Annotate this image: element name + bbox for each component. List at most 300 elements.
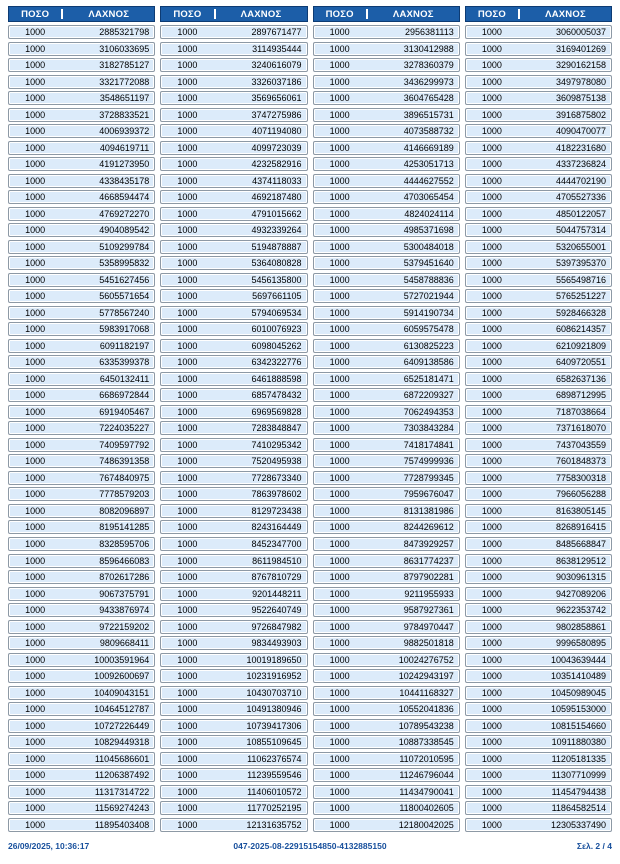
lachnos-cell: 8328595706	[99, 538, 150, 549]
amount-cell: 1000	[25, 76, 46, 87]
table-row	[465, 157, 612, 171]
lachnos-cell: 10464512787	[94, 704, 150, 715]
table-row	[8, 702, 155, 716]
amount-cell: 1000	[177, 109, 198, 120]
table-row	[8, 25, 155, 39]
amount-cell: 1000	[177, 93, 198, 104]
lottery-table	[8, 6, 612, 834]
table-row	[313, 42, 460, 56]
lachnos-cell: 6919405467	[99, 406, 150, 417]
amount-cell: 1000	[481, 720, 502, 731]
lachnos-cell: 3569656061	[251, 93, 302, 104]
amount-cell: 1000	[481, 803, 502, 814]
lachnos-cell: 3278360379	[403, 60, 454, 71]
lachnos-cell: 3747275986	[251, 109, 302, 120]
table-row	[313, 620, 460, 634]
amount-cell: 1000	[329, 76, 350, 87]
table-row	[313, 702, 460, 716]
table-row	[465, 570, 612, 584]
table-row	[313, 141, 460, 155]
amount-cell: 1000	[329, 109, 350, 120]
amount-cell: 1000	[329, 390, 350, 401]
table-row	[465, 653, 612, 667]
lachnos-cell: 9622353742	[555, 605, 606, 616]
table-row	[8, 108, 155, 122]
table-row	[8, 91, 155, 105]
table-row	[8, 289, 155, 303]
lachnos-cell: 6091182197	[99, 340, 150, 351]
lachnos-cell: 4073588732	[403, 126, 454, 137]
lachnos-cell: 7966056288	[555, 489, 606, 500]
lachnos-cell: 5397395370	[555, 258, 606, 269]
amount-cell: 1000	[177, 406, 198, 417]
amount-cell: 1000	[481, 192, 502, 203]
number-header-label: ΛΑΧΝΟΣ	[88, 8, 130, 20]
table-row	[313, 818, 460, 832]
lachnos-cell: 5727021944	[403, 291, 454, 302]
table-row	[313, 520, 460, 534]
table-row	[8, 686, 155, 700]
table-row	[313, 801, 460, 815]
table-row	[465, 785, 612, 799]
table-row	[465, 339, 612, 353]
table-row	[465, 752, 612, 766]
table-row	[8, 190, 155, 204]
amount-cell: 1000	[177, 572, 198, 583]
table-row	[8, 636, 155, 650]
lachnos-cell: 4374118033	[252, 175, 302, 186]
amount-cell: 1000	[177, 27, 198, 37]
amount-cell: 1000	[177, 456, 198, 467]
amount-cell: 1000	[177, 538, 198, 549]
table-row	[465, 487, 612, 501]
amount-cell: 1000	[329, 307, 350, 318]
table-row	[160, 653, 307, 667]
lachnos-cell: 9587927361	[403, 605, 454, 616]
table-row	[8, 454, 155, 468]
lachnos-cell: 4769272270	[99, 208, 150, 219]
amount-cell: 1000	[177, 605, 198, 616]
amount-cell: 1000	[329, 489, 350, 500]
amount-cell: 1000	[25, 274, 46, 285]
amount-cell: 1000	[177, 373, 198, 384]
table-row	[160, 108, 307, 122]
table-row	[160, 256, 307, 270]
amount-cell: 1000	[481, 109, 502, 120]
table-row	[313, 289, 460, 303]
table-row	[160, 454, 307, 468]
lachnos-cell: 10595153000	[550, 704, 606, 715]
amount-cell: 1000	[329, 241, 350, 252]
table-row	[160, 785, 307, 799]
lachnos-cell: 10024276752	[398, 654, 454, 665]
amount-cell: 1000	[329, 423, 350, 434]
table-row	[313, 471, 460, 485]
amount-cell: 1000	[329, 786, 350, 797]
table-row	[465, 141, 612, 155]
table-row	[465, 372, 612, 386]
table-row	[8, 719, 155, 733]
lachnos-cell: 4146669189	[403, 142, 454, 153]
table-row	[160, 174, 307, 188]
lachnos-cell: 9433876974	[99, 605, 150, 616]
table-row	[160, 124, 307, 138]
table-row	[160, 141, 307, 155]
table-row	[160, 636, 307, 650]
amount-cell: 1000	[329, 324, 350, 335]
lachnos-cell: 5456135800	[251, 274, 302, 285]
table-row	[8, 256, 155, 270]
amount-cell: 1000	[25, 93, 46, 104]
lachnos-cell: 4668594474	[99, 192, 150, 203]
lachnos-cell: 5300484018	[403, 241, 454, 252]
amount-cell: 1000	[25, 291, 46, 302]
table-row	[8, 388, 155, 402]
lachnos-cell: 3436299973	[403, 76, 454, 87]
amount-cell: 1000	[177, 357, 198, 368]
table-row	[465, 587, 612, 601]
table-row	[313, 603, 460, 617]
lachnos-cell: 7520495938	[251, 456, 302, 467]
table-row	[160, 587, 307, 601]
lachnos-cell: 9030961315	[555, 572, 606, 583]
amount-cell: 1000	[177, 225, 198, 236]
table-row	[313, 653, 460, 667]
lachnos-cell: 10092600697	[94, 671, 150, 682]
table-row	[313, 355, 460, 369]
amount-cell: 1000	[177, 274, 198, 285]
amount-cell: 1000	[481, 538, 502, 549]
lachnos-cell: 11770252195	[247, 803, 302, 814]
amount-cell: 1000	[177, 324, 198, 335]
lachnos-cell: 8797902281	[403, 572, 454, 583]
lachnos-cell: 10911880380	[551, 737, 606, 748]
table-row	[160, 339, 307, 353]
lachnos-cell: 10043639444	[550, 654, 606, 665]
amount-cell: 1000	[481, 60, 502, 71]
amount-cell: 1000	[481, 638, 502, 649]
amount-cell: 1000	[25, 505, 46, 516]
amount-cell: 1000	[329, 671, 350, 682]
amount-cell: 1000	[177, 819, 198, 830]
amount-cell: 1000	[177, 522, 198, 533]
amount-cell: 1000	[177, 621, 198, 632]
amount-cell: 1000	[177, 555, 198, 566]
lachnos-cell: 4692187480	[251, 192, 302, 203]
lachnos-cell: 9996580895	[555, 638, 606, 649]
table-row	[313, 686, 460, 700]
amount-cell: 1000	[25, 423, 46, 434]
table-row	[160, 719, 307, 733]
table-row	[160, 91, 307, 105]
amount-cell: 1000	[481, 505, 502, 516]
lachnos-cell: 11864582514	[551, 803, 606, 814]
lachnos-cell: 8473929257	[403, 538, 454, 549]
table-row	[160, 405, 307, 419]
lachnos-cell: 11045686601	[94, 753, 150, 764]
table-row	[313, 669, 460, 683]
amount-cell: 1000	[177, 803, 198, 814]
lachnos-cell: 4850122057	[555, 208, 606, 219]
lachnos-cell: 5778567240	[99, 307, 150, 318]
amount-cell: 1000	[481, 390, 502, 401]
table-row	[313, 388, 460, 402]
amount-cell: 1000	[25, 159, 46, 170]
table-row	[160, 520, 307, 534]
lachnos-cell: 4071194080	[252, 126, 302, 137]
table-row	[8, 207, 155, 221]
table-row	[160, 372, 307, 386]
lachnos-cell: 4006939372	[99, 126, 150, 137]
table-row	[160, 273, 307, 287]
amount-cell: 1000	[25, 704, 46, 715]
lachnos-cell: 10242943197	[398, 671, 454, 682]
amount-cell: 1000	[481, 621, 502, 632]
table-row	[313, 223, 460, 237]
lachnos-cell: 10441168327	[399, 687, 454, 698]
table-row	[313, 91, 460, 105]
table-row	[465, 25, 612, 39]
lachnos-cell: 5458788836	[403, 274, 454, 285]
lachnos-cell: 8485668847	[555, 538, 606, 549]
amount-cell: 1000	[177, 687, 198, 698]
lachnos-cell: 3896515731	[403, 109, 454, 120]
table-row	[160, 752, 307, 766]
amount-cell: 1000	[481, 93, 502, 104]
amount-cell: 1000	[177, 307, 198, 318]
table-row	[465, 256, 612, 270]
lachnos-cell: 8163805145	[555, 505, 606, 516]
amount-cell: 1000	[177, 737, 198, 748]
amount-cell: 1000	[481, 76, 502, 87]
table-row	[8, 58, 155, 72]
amount-cell: 1000	[177, 175, 198, 186]
lachnos-cell: 9882501818	[403, 638, 454, 649]
lachnos-cell: 3321772088	[99, 76, 150, 87]
table-row	[160, 669, 307, 683]
amount-cell: 1000	[25, 109, 46, 120]
amount-cell: 1000	[481, 291, 502, 302]
lachnos-cell: 7062494353	[403, 406, 454, 417]
lachnos-cell: 6872209327	[403, 390, 454, 401]
table-row	[313, 537, 460, 551]
table-row	[160, 438, 307, 452]
lachnos-cell: 6409720551	[555, 357, 606, 368]
table-row	[465, 322, 612, 336]
lachnos-cell: 10491380946	[246, 704, 302, 715]
lachnos-cell: 9809668411	[99, 638, 150, 649]
amount-cell: 1000	[25, 472, 46, 483]
amount-cell: 1000	[481, 357, 502, 368]
amount-cell: 1000	[329, 93, 350, 104]
table-row	[465, 537, 612, 551]
lachnos-cell: 8129723438	[251, 505, 302, 516]
amount-cell: 1000	[329, 340, 350, 351]
table-column-group-3	[313, 6, 460, 834]
amount-cell: 1000	[329, 291, 350, 302]
lachnos-cell: 8596466083	[99, 555, 150, 566]
table-row	[313, 256, 460, 270]
amount-header-label: ΠΟΣΟ	[325, 8, 354, 20]
table-row	[465, 504, 612, 518]
lachnos-cell: 9802858861	[555, 621, 606, 632]
table-row	[160, 702, 307, 716]
amount-cell: 1000	[481, 737, 502, 748]
table-row	[8, 223, 155, 237]
lachnos-cell: 11206387492	[94, 770, 150, 781]
lachnos-cell: 12305337490	[550, 819, 606, 830]
lachnos-cell: 9211955933	[404, 588, 454, 599]
lachnos-cell: 3130412988	[403, 43, 454, 54]
table-row	[313, 487, 460, 501]
amount-header-label: ΠΟΣΟ	[477, 8, 506, 20]
amount-cell: 1000	[25, 27, 46, 37]
lachnos-cell: 10003591964	[94, 654, 150, 665]
lachnos-cell: 11062376574	[247, 753, 302, 764]
amount-cell: 1000	[329, 753, 350, 764]
lachnos-cell: 10409043151	[94, 687, 150, 698]
amount-cell: 1000	[329, 538, 350, 549]
table-row	[8, 818, 155, 832]
number-header-label: ΛΑΧΝΟΣ	[240, 8, 282, 20]
amount-cell: 1000	[177, 720, 198, 731]
table-row	[465, 554, 612, 568]
table-row	[313, 240, 460, 254]
lachnos-cell: 7371618070	[555, 423, 606, 434]
amount-cell: 1000	[25, 605, 46, 616]
lachnos-cell: 8243164449	[251, 522, 302, 533]
lachnos-cell: 6342322776	[251, 357, 302, 368]
number-header-label: ΛΑΧΝΟΣ	[392, 8, 434, 20]
lachnos-cell: 3326037186	[251, 76, 302, 87]
table-row	[313, 421, 460, 435]
lachnos-cell: 4904089542	[99, 225, 150, 236]
lachnos-cell: 2956381113	[405, 27, 454, 37]
amount-cell: 1000	[329, 225, 350, 236]
table-row	[160, 240, 307, 254]
amount-cell: 1000	[329, 60, 350, 71]
lachnos-cell: 8131381986	[403, 505, 454, 516]
table-row	[8, 355, 155, 369]
lachnos-cell: 4253051713	[403, 159, 454, 170]
amount-cell: 1000	[177, 390, 198, 401]
lachnos-cell: 4705527336	[555, 192, 606, 203]
table-row	[313, 75, 460, 89]
amount-cell: 1000	[329, 572, 350, 583]
table-row	[8, 306, 155, 320]
lachnos-cell: 5983917068	[99, 324, 150, 335]
amount-cell: 1000	[25, 522, 46, 533]
print-datetime: 26/09/2025, 10:36:17	[8, 841, 90, 851]
lachnos-cell: 7283848847	[251, 423, 302, 434]
lachnos-cell: 6461888598	[251, 373, 302, 384]
lachnos-cell: 5364080828	[251, 258, 302, 269]
table-row	[313, 570, 460, 584]
amount-cell: 1000	[481, 225, 502, 236]
table-row	[465, 520, 612, 534]
amount-cell: 1000	[481, 258, 502, 269]
lachnos-cell: 6686972844	[99, 390, 150, 401]
amount-cell: 1000	[329, 258, 350, 269]
table-row	[313, 108, 460, 122]
table-row	[8, 421, 155, 435]
amount-cell: 1000	[177, 423, 198, 434]
table-row	[160, 620, 307, 634]
lachnos-cell: 5565498716	[555, 274, 606, 285]
lachnos-cell: 5605571654	[99, 291, 150, 302]
lachnos-cell: 4824024114	[404, 208, 454, 219]
lachnos-cell: 4703065454	[403, 192, 454, 203]
amount-header-label: ΠΟΣΟ	[21, 8, 50, 20]
table-row	[465, 207, 612, 221]
amount-cell: 1000	[25, 654, 46, 665]
lachnos-cell: 4985371698	[403, 225, 454, 236]
lachnos-cell: 7437043559	[555, 439, 606, 450]
table-row	[8, 124, 155, 138]
lachnos-cell: 7187038664	[555, 406, 606, 417]
amount-cell: 1000	[481, 786, 502, 797]
amount-cell: 1000	[329, 555, 350, 566]
lachnos-cell: 10552041836	[398, 704, 454, 715]
table-row	[160, 75, 307, 89]
table-row	[160, 190, 307, 204]
column-group-header	[160, 6, 307, 22]
table-row	[8, 752, 155, 766]
lachnos-cell: 4337236824	[555, 159, 606, 170]
amount-cell: 1000	[177, 76, 198, 87]
lachnos-cell: 5451627456	[99, 274, 150, 285]
amount-cell: 1000	[329, 126, 350, 137]
lachnos-cell: 7758300318	[555, 472, 606, 483]
lachnos-cell: 3182785127	[99, 60, 150, 71]
table-row	[8, 487, 155, 501]
table-row	[313, 124, 460, 138]
lachnos-cell: 4094619711	[99, 142, 150, 153]
amount-cell: 1000	[177, 753, 198, 764]
lachnos-cell: 8082096897	[99, 505, 150, 516]
table-row	[160, 818, 307, 832]
amount-cell: 1000	[25, 671, 46, 682]
table-row	[8, 669, 155, 683]
table-row	[8, 42, 155, 56]
amount-cell: 1000	[481, 770, 502, 781]
lachnos-cell: 7728673340	[251, 472, 302, 483]
amount-cell: 1000	[177, 472, 198, 483]
amount-cell: 1000	[329, 274, 350, 285]
lachnos-cell: 5379451640	[403, 258, 454, 269]
amount-cell: 1000	[481, 274, 502, 285]
amount-cell: 1000	[25, 225, 46, 236]
table-row	[465, 686, 612, 700]
amount-cell: 1000	[481, 406, 502, 417]
lachnos-cell: 7224035227	[99, 423, 150, 434]
lachnos-cell: 9784970447	[403, 621, 454, 632]
lachnos-cell: 5320655001	[555, 241, 606, 252]
amount-cell: 1000	[329, 159, 350, 170]
lachnos-cell: 5794069534	[251, 307, 302, 318]
table-row	[313, 322, 460, 336]
amount-cell: 1000	[25, 786, 46, 797]
table-row	[465, 421, 612, 435]
lachnos-cell: 11454794438	[551, 786, 606, 797]
table-row	[8, 520, 155, 534]
table-row	[465, 108, 612, 122]
lachnos-cell: 6010076923	[251, 324, 302, 335]
lachnos-cell: 3240616079	[251, 60, 302, 71]
lachnos-cell: 6059575478	[403, 324, 454, 335]
amount-cell: 1000	[481, 439, 502, 450]
table-row	[465, 801, 612, 815]
